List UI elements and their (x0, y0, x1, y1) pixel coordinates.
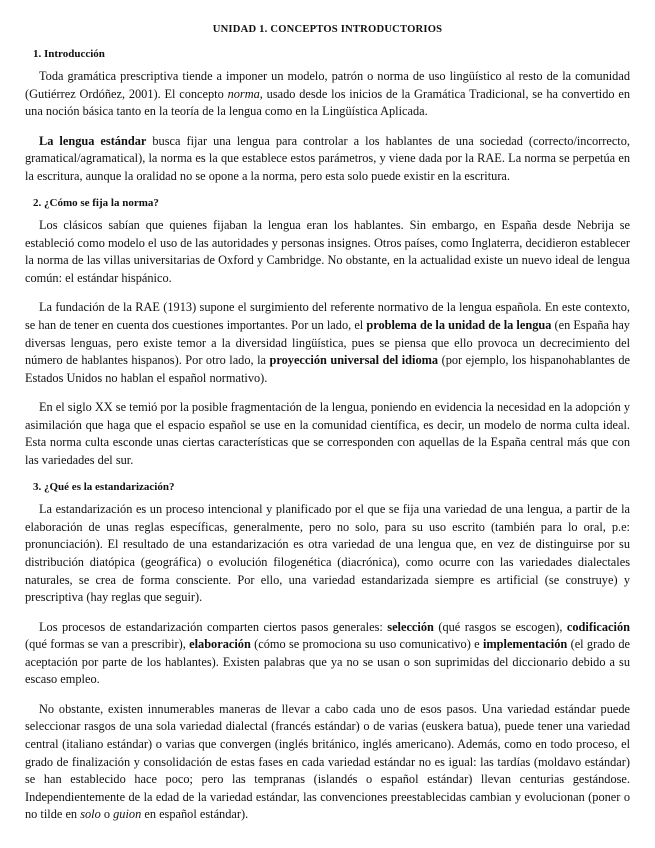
text-run: La estandarización es un proceso intencional y planificado por el que se fija una variedad de una lengua, a partir de la elaboración de unas reglas específicas, generalmente, pero no solo, para su uso escrito (también para lo oral, p.e: pronunciación). El resultado de una estandarización es otra variedad de una lengua que, en vez de distinguirse por su distribución diatópica (geográfica) o evolución filogenética (diacrónica), como ocurre con las variedades dialectales naturales, se crea de forma consciente. Por ello, una variedad estandarizada siempre es artificial (se construye) y prescriptiva (hay reglas que seguir). (25, 502, 630, 605)
document-title: UNIDAD 1. CONCEPTOS INTRODUCTORIOS (212, 24, 443, 35)
section-heading-como-se-fija-la-norma: 2. ¿Cómo se fija la norma? (33, 197, 159, 210)
text-run: Los clásicos sabían que quienes fijaban la lengua eran los hablantes. Sin embargo, en España desde Nebrija se estableció como modelo el uso de las autoridades y personas insignes. Otros países, como Inglaterra, decidieron establecer la norma de las villas universitarias de Oxford y Cambridge. No obstante, en la actualidad existe un nuevo ideal de lengua común: el estándar hispánico. (25, 218, 630, 285)
section-heading-que-es-la-estandarizacion: 3. ¿Qué es la estandarización? (33, 481, 175, 494)
paragraph-estandarizacion-3 (25, 701, 630, 824)
italic-term-norma: norma (227, 86, 260, 101)
bold-term-lengua-estandar: La lengua estándar (39, 133, 147, 148)
paragraph-norma-3 (25, 399, 630, 469)
document-page (25, 22, 630, 836)
text-run: La fundación de la RAE (1913) supone el surgimiento del referente normativo de la lengua española. En este contexto, se han de tener en cuenta dos cuestiones importantes. Por un lado, el (25, 300, 630, 333)
text-run: (qué formas se van a prescribir), (25, 637, 190, 652)
text-run: (el grado de aceptación por parte de los hablantes). Existen palabras que ya no se usan o son suprimidas del diccionario debido a su escaso empleo. (25, 637, 630, 687)
italic-term-guion: guion (113, 807, 142, 822)
bold-term-elaboracion: elaboración (189, 637, 251, 652)
bold-term-implementacion: implementación (482, 637, 568, 652)
text-run: (en España hay diversas lenguas, pero existe temor a la diversidad lingüística, pues se piensa que ello provoca un decrecimiento del número de hablantes hispanos). Por otro lado, la (25, 318, 630, 368)
text-run: , usado desde los inicios de la Gramática Tradicional, se ha convertido en una noción básica tanto en la teoría de la lengua como en la Lingüística Aplicada. (25, 86, 630, 119)
text-run: busca fijar una lengua para controlar a los hablantes de una sociedad (correcto/incorrecto, gramatical/agramatical), la norma es la que establece estos parámetros, y viene dada por la RAE. La norma se perpetúa en la escritura, aunque la oralidad no se opone a la norma, pero esta solo puede existir en la escritura. (25, 133, 630, 183)
text-run: (cómo se promociona su uso comunicativo) e (250, 637, 483, 652)
text-run: (por ejemplo, los hispanohablantes de Estados Unidos no hablan el español normativo). (25, 353, 630, 385)
paragraph-estandarizacion-1 (25, 501, 630, 606)
text-run: Los procesos de estandarización comparten ciertos pasos generales: (39, 619, 388, 634)
text-run: o (100, 807, 114, 822)
paragraph-norma-2 (25, 299, 630, 387)
paragraph-introduccion-2 (25, 133, 630, 186)
bold-term-proyeccion-universal: proyección universal del idioma (269, 353, 439, 368)
bold-term-codificacion: codificación (566, 619, 630, 634)
paragraph-norma-1 (25, 217, 630, 287)
text-run: En el siglo XX se temió por la posible fragmentación de la lengua, poniendo en evidencia la necesidad en la adopción y asimilación que haga que el espacio español se use en la comunidad científica, es decir, un modelo de norma culta ideal. Esta norma culta esconde unas ciertas características que se corresponden con aquellas de la España central más que con las variedades del sur. (25, 400, 630, 467)
text-run: en español estándar). (141, 807, 249, 822)
paragraph-introduccion-1 (25, 68, 630, 121)
italic-term-solo: solo (80, 807, 101, 822)
text-run: Toda gramática prescriptiva tiende a imponer un modelo, patrón o norma de uso lingüístico al resto de la comunidad (Gutiérrez Ordóñez, 2001). El concepto (25, 69, 630, 101)
paragraph-estandarizacion-2 (25, 619, 630, 689)
bold-term-seleccion: selección (387, 619, 434, 634)
bold-term-problema-unidad: problema de la unidad de la lengua (366, 318, 552, 333)
section-heading-introduccion: 1. Introducción (33, 48, 105, 60)
text-run: No obstante, existen innumerables maneras de llevar a cabo cada uno de esos pasos. Una variedad estándar puede seleccionar rasgos de una sola variedad dialectal (francés estándar) o de varias (euskera batua), puede tener una variedad central (italiano estándar) o varias que convergen (inglés británico, inglés americano). Además, como en todo proceso, el grado de finalización y consolidación de estas fases en cada variedad estándar no es igual: las tardías (moldavo estándar) se han establecido hace poco; pero las tempranas (islandés o español estándar) llevan centurias gestándose. Independientemente de la edad de la variedad estándar, las convenciones preestablecidas cambian y evolucionan (poner o no tilde en (25, 701, 630, 822)
text-run: (qué rasgos se escogen), (433, 619, 567, 634)
